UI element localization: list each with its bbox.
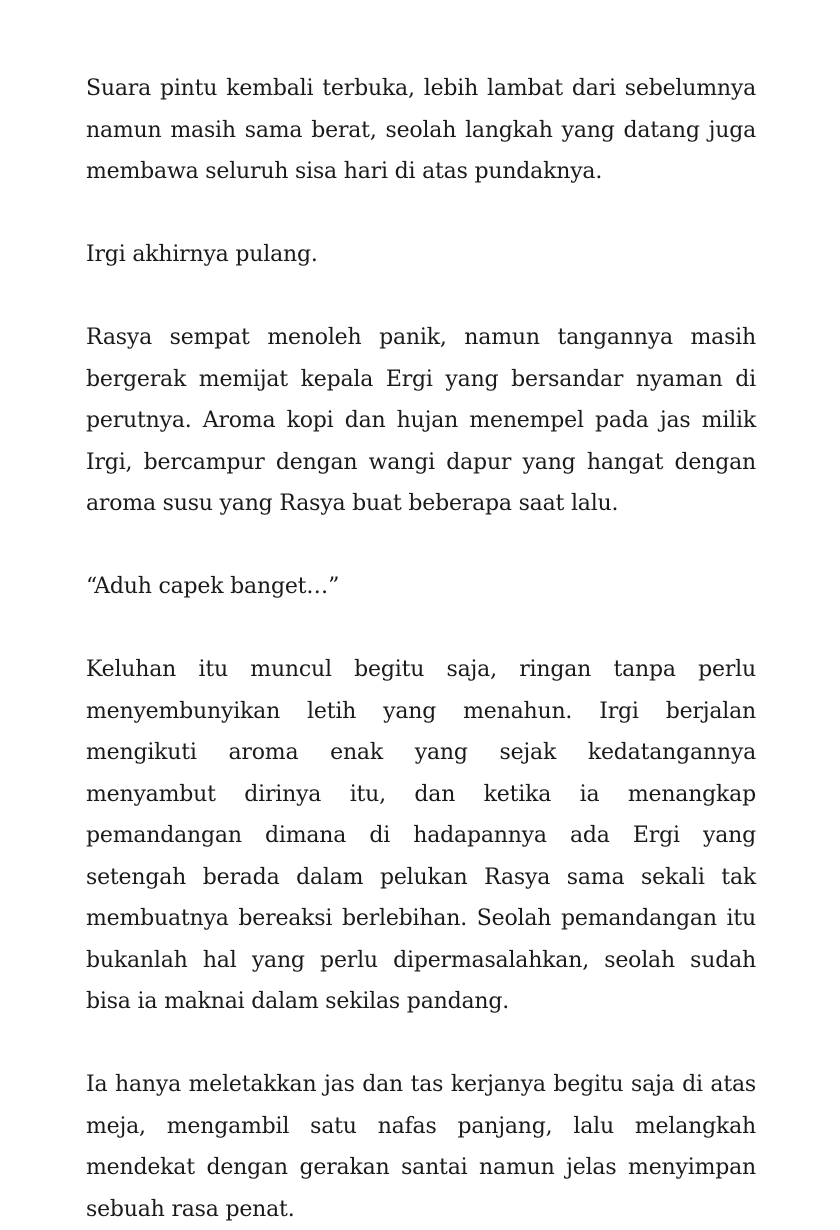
paragraph-4: “Aduh capek banget…” — [86, 574, 340, 599]
document-page — [86, 68, 756, 1230]
paragraph-6: Ia hanya meletakkan jas dan tas kerjanya begitu saja di atas meja, mengambil satu nafas panjang, lalu melangkah mendekat dengan gerakan santai namun jelas menyimpan sebuah rasa penat. — [86, 1072, 756, 1222]
paragraph-3: Rasya sempat menoleh panik, namun tangannya masih bergerak memijat kepala Ergi yang bersandar nyaman di perutnya. Aroma kopi dan hujan menempel pada jas milik Irgi, bercampur dengan wangi dapur yang hangat dengan aroma susu yang Rasya buat beberapa saat lalu. — [86, 325, 756, 516]
paragraph-5: Keluhan itu muncul begitu saja, ringan tanpa perlu menyembunyikan letih yang menahun. Irgi berjalan mengikuti aroma enak yang sejak kedatangannya menyambut dirinya itu, dan ketika ia menangkap pemandangan dimana di hadapannya ada Ergi yang setengah berada dalam pelukan Rasya sama sekali tak membuatnya bereaksi berlebihan. Seolah pemandangan itu bukanlah hal yang perlu dipermasalahkan, seolah sudah bisa ia maknai dalam sekilas pandang. — [86, 657, 756, 1014]
paragraph-1: Suara pintu kembali terbuka, lebih lambat dari sebelumnya namun masih sama berat, seolah langkah yang datang juga membawa seluruh sisa hari di atas pundaknya. — [86, 76, 756, 184]
paragraph-2: Irgi akhirnya pulang. — [86, 242, 318, 267]
